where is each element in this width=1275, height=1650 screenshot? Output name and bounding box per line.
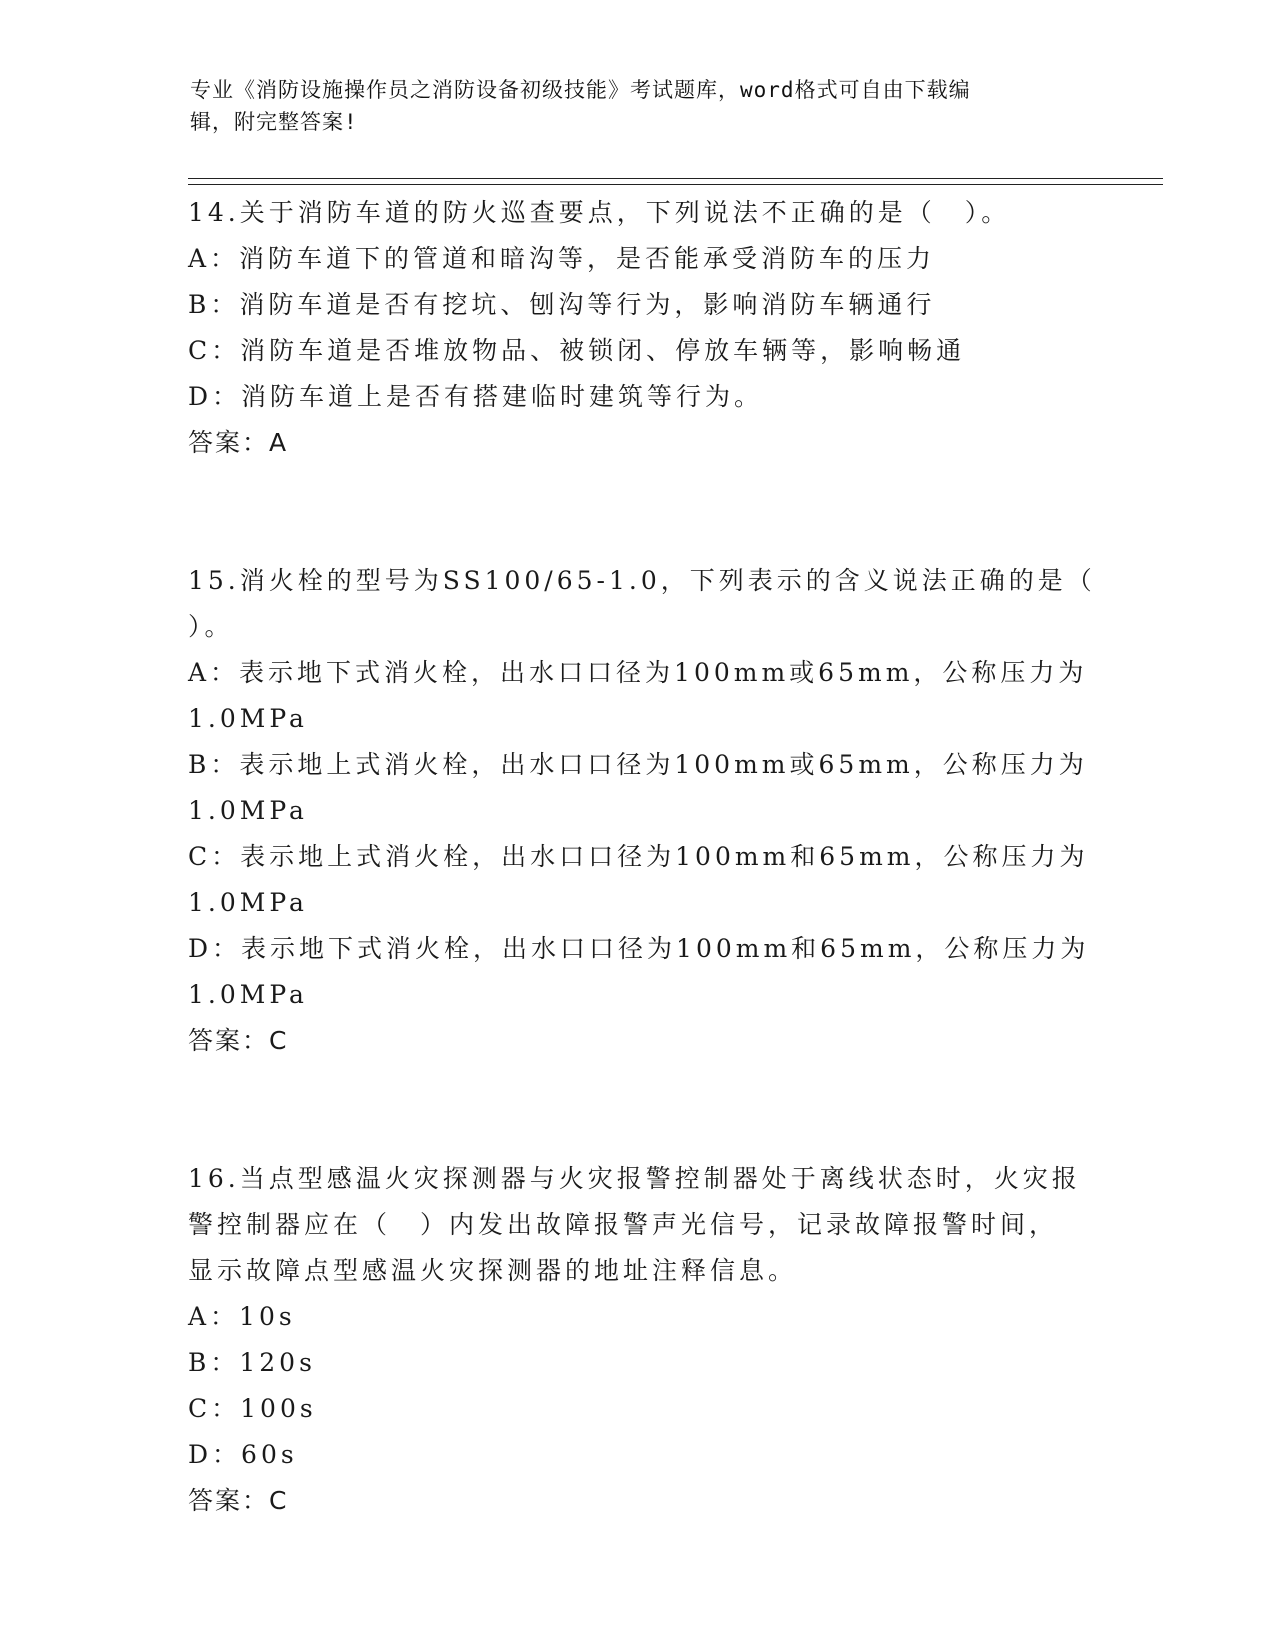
- option-c: C：100s: [188, 1394, 317, 1423]
- question-stem: 15.消火栓的型号为SS100/65-1.0，下列表示的含义说法正确的是（: [188, 566, 1096, 595]
- option-c: C：消防车道是否堆放物品、被锁闭、停放车辆等，影响畅通: [188, 336, 966, 365]
- header-divider: [188, 178, 1163, 179]
- option-d: D：消防车道上是否有搭建临时建筑等行为。: [188, 382, 764, 411]
- header-line: 辑，附完整答案!: [190, 110, 358, 134]
- question-stem: 16.当点型感温火灾探测器与火灾报警控制器处于离线状态时，火灾报: [188, 1164, 1081, 1193]
- question-stem: 显示故障点型感温火灾探测器的地址注释信息。: [188, 1256, 798, 1285]
- answer: 答案：C: [188, 1486, 289, 1515]
- option-d: 1.0MPa: [188, 980, 308, 1009]
- option-b: B：表示地上式消火栓，出水口口径为100mm或65mm，公称压力为: [188, 750, 1088, 779]
- question-15: [188, 558, 1096, 1064]
- document-header: [190, 74, 1090, 138]
- option-b: 1.0MPa: [188, 796, 308, 825]
- header-line: 专业《消防设施操作员之消防设备初级技能》考试题库，word格式可自由下载编: [190, 78, 971, 102]
- option-d: D：60s: [188, 1440, 298, 1469]
- option-a: 1.0MPa: [188, 704, 308, 733]
- option-a: A：表示地下式消火栓，出水口口径为100mm或65mm，公称压力为: [188, 658, 1088, 687]
- header-divider: [188, 184, 1163, 185]
- option-d: D：表示地下式消火栓，出水口口径为100mm和65mm，公称压力为: [188, 934, 1090, 963]
- question-16: [188, 1156, 1088, 1524]
- option-b: B：消防车道是否有挖坑、刨沟等行为，影响消防车辆通行: [188, 290, 936, 319]
- question-stem: 14.关于消防车道的防火巡查要点，下列说法不正确的是（ ）。: [188, 198, 1011, 227]
- option-a: A：消防车道下的管道和暗沟等，是否能承受消防车的压力: [188, 244, 936, 273]
- question-stem: ）。: [188, 612, 234, 641]
- question-14: [188, 190, 1088, 466]
- option-b: B：120s: [188, 1348, 316, 1377]
- answer: 答案：A: [188, 428, 289, 457]
- question-list: [188, 190, 1096, 1524]
- question-stem: 警控制器应在（ ）内发出故障报警声光信号，记录故障报警时间，: [188, 1210, 1059, 1239]
- option-a: A：10s: [188, 1302, 296, 1331]
- answer: 答案：C: [188, 1026, 289, 1055]
- option-c: 1.0MPa: [188, 888, 308, 917]
- option-c: C：表示地上式消火栓，出水口口径为100mm和65mm，公称压力为: [188, 842, 1089, 871]
